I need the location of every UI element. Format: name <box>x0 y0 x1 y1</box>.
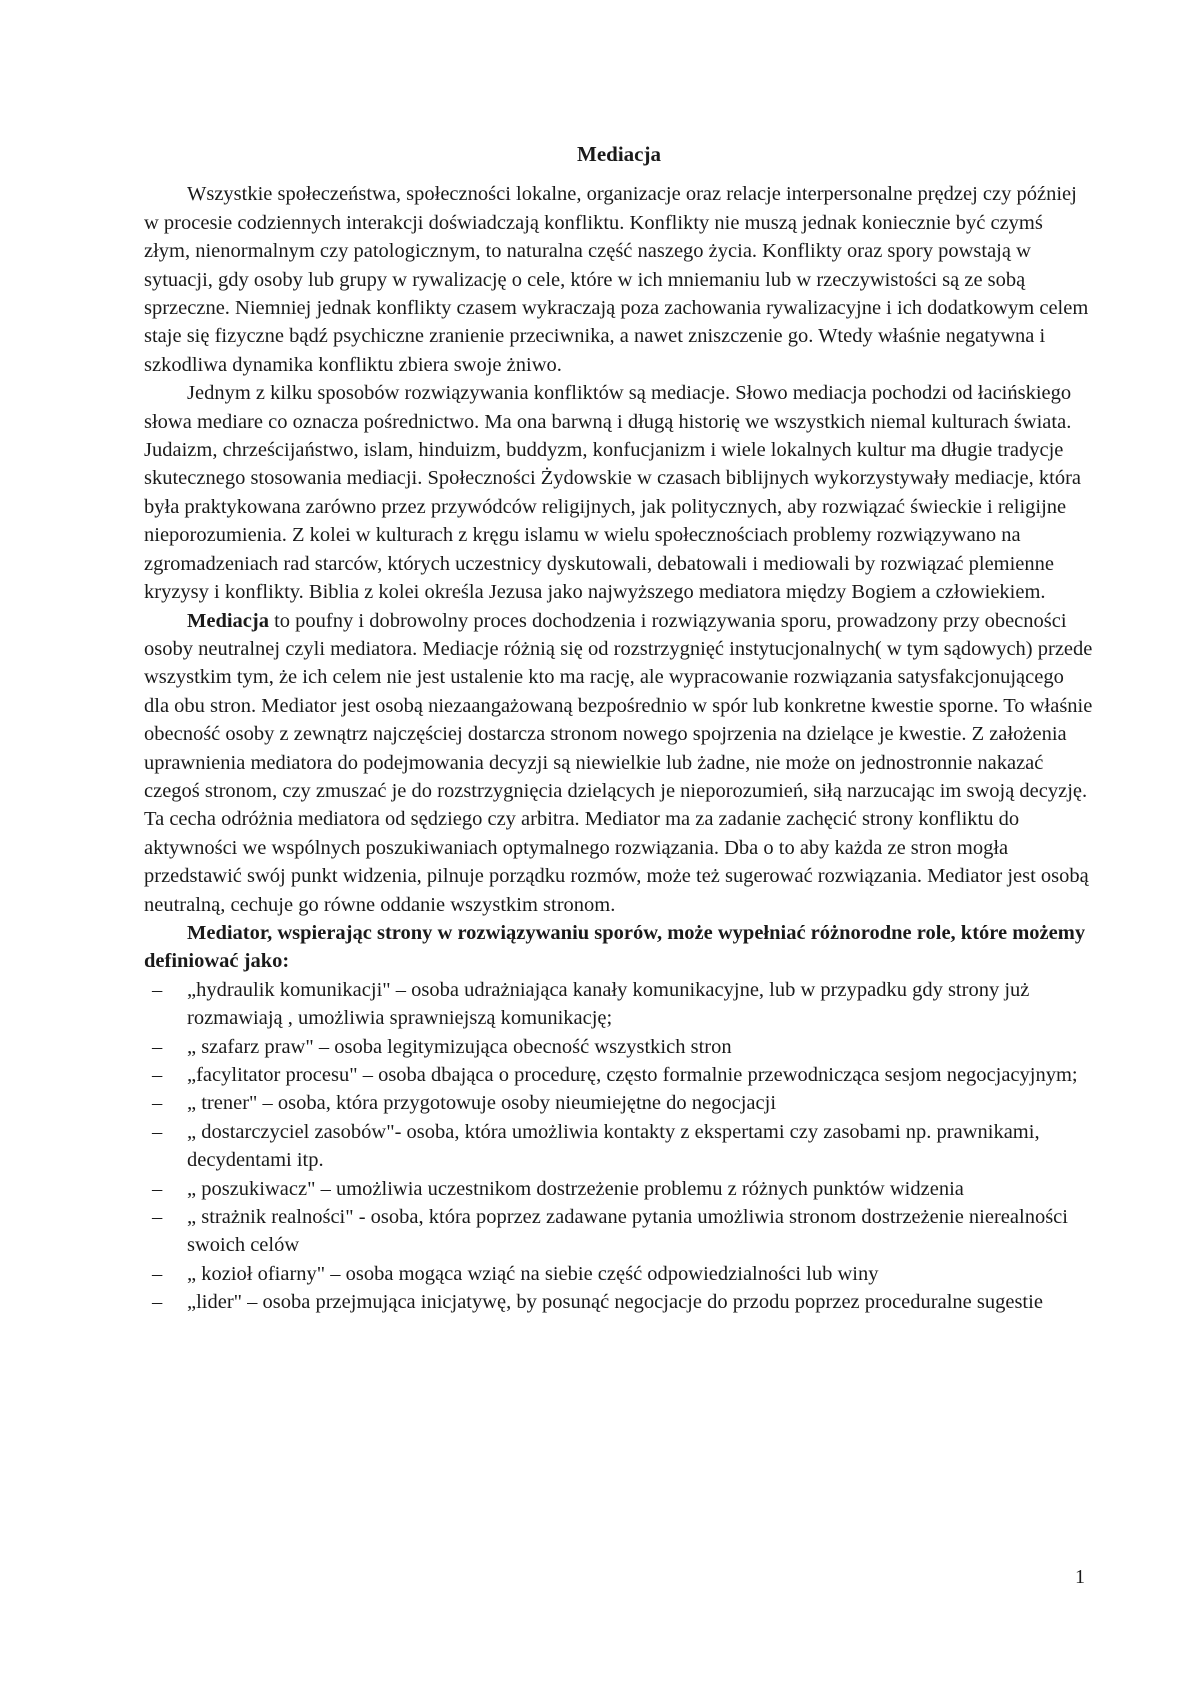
dash-bullet: – <box>152 978 163 1001</box>
list-item <box>144 1203 1094 1260</box>
role-text: „ dostarczyciel zasobów"- osoba, która umożliwia kontakty z ekspertami czy zasobami np. prawnikami, decydentami itp. <box>187 1120 1040 1172</box>
document-title: Mediacja <box>577 142 661 166</box>
paragraph-history: Jednym z kilku sposobów rozwiązywania konfliktów są mediacje. Słowo mediacja pochodzi od łacińskiego słowa mediare co oznacza pośrednictwo. Ma ona barwną i długą historię we wszystkich niemal kulturach świata. Judaizm, chrześcijaństwo, islam, hinduizm, buddyzm, konfucjanizm i wiele lokalnych kultur ma długie tradycje skutecznego stosowania mediacji. Społeczności Żydowskie w czasach biblijnych wykorzystywały mediacje, która była praktykowana zarówno przez przywódców religijnych, jak politycznych, aby rozwiązać świeckie i religijne nieporozumienia. Z kolei w kulturach z kręgu islamu w wielu społecznościach problemy rozwiązywano na zgromadzeniach rad starców, których uczestnicy dyskutowali, debatowali i mediowali by rozwiązać plemienne kryzysy i konflikty. Biblia z kolei określa Jezusa jako najwyższego mediatora między Bogiem a człowiekiem. <box>144 382 1082 604</box>
list-item <box>144 1033 1094 1061</box>
role-text: „ trener" – osoba, która przygotowuje osoby nieumiejętne do negocjacji <box>187 1092 777 1115</box>
definition-text: to poufny i dobrowolny proces dochodzenia i rozwiązywania sporu, prowadzony przy obecności osoby neutralnej czyli mediatora. Mediacje różnią się od rozstrzygnięć instytucjonalnych( w tym sądowych) przede wszystkim tym, że ich celem nie jest ustalenie kto ma rację, ale wypracowanie rozwiązania satysfakcjonującego dla obu stron. Mediator jest osobą niezaangażowaną bezpośrednio w spór lub konkretne kwestie sporne. To właśnie obecność osoby z zewnątrz najczęściej dostarcza stronom nowego spojrzenia na dzielące je kwestie. Z założenia uprawnienia mediatora do podejmowania decyzji są niewielkie lub żadne, nie może on jednostronnie nakazać czegoś stronom, czy zmuszać je do rozstrzygnięcia dzielących je nieporozumień, siłą narzucając im swoją decyzję. Ta cecha odróżnia mediatora od sędziego czy arbitra. Mediator ma za zadanie zachęcić strony konfliktu do aktywności we wspólnych poszukiwaniach optymalnego rozwiązania. Dba o to aby każda ze stron mogła przedstawić swój punkt widzenia, pilnuje porządku rozmów, może też sugerować rozwiązania. Mediator jest osobą neutralną, cechuje go równe oddanie wszystkim stronom. <box>144 609 1093 916</box>
list-item <box>144 1260 1094 1288</box>
role-text: „lider" – osoba przejmująca inicjatywę, by posunąć negocjacje do przodu poprzez proceduralne sugestie <box>187 1291 1043 1314</box>
dash-bullet: – <box>152 1177 163 1200</box>
dash-bullet: – <box>152 1064 163 1086</box>
dash-bullet: – <box>152 1035 163 1058</box>
dash-bullet: – <box>152 1206 163 1229</box>
dash-bullet: – <box>152 1262 163 1285</box>
roles-heading: Mediator, wspierając strony w rozwiązywaniu sporów, może wypełniać różnorodne role, które możemy definiować jako: <box>144 921 1086 973</box>
list-item <box>144 1288 1094 1316</box>
paragraph-definition <box>144 607 1094 919</box>
list-item <box>144 1175 1094 1203</box>
document-page <box>144 140 1094 1317</box>
role-text: „ strażnik realności" - osoba, która poprzez zadawane pytania umożliwia stronom dostrzeżenie nierealności swoich celów <box>187 1206 1068 1257</box>
dash-bullet: – <box>152 1291 163 1314</box>
role-text: „facylitator procesu" – osoba dbająca o procedurę, często formalnie przewodnicząca sesjom negocjacyjnym; <box>187 1064 1078 1086</box>
role-text: „ szafarz praw" – osoba legitymizująca obecność wszystkich stron <box>187 1035 732 1058</box>
dash-bullet: – <box>152 1120 163 1143</box>
role-text: „ poszukiwacz" – umożliwia uczestnikom dostrzeżenie problemu z różnych punktów widzenia <box>187 1177 964 1200</box>
list-item <box>144 1089 1094 1117</box>
list-item <box>144 976 1094 1033</box>
paragraph-intro: Wszystkie społeczeństwa, społeczności lokalne, organizacje oraz relacje interpersonalne prędzej czy później w procesie codziennych interakcji doświadczają konfliktu. Konflikty nie muszą jednak koniecznie być czymś złym, nienormalnym czy patologicznym, to naturalna część naszego życia. Konflikty oraz spory powstają w sytuacji, gdy osoby lub grupy w rywalizację o cele, które w ich mniemaniu lub w rzeczywistości są ze sobą sprzeczne. Niemniej jednak konflikty czasem wykraczają poza zachowania rywalizacyjne i ich dodatkowym celem staje się fizyczne bądź psychiczne zranienie przeciwnika, a nawet zniszczenie go. Wtedy właśnie negatywna i szkodliwa dynamika konfliktu zbiera swoje żniwo. <box>144 183 1089 376</box>
page-number: 1 <box>1075 1566 1085 1588</box>
dash-bullet: – <box>152 1092 163 1115</box>
definition-term: Mediacja <box>187 609 269 632</box>
list-item <box>144 1118 1094 1175</box>
roles-list <box>144 976 1094 1317</box>
role-text: „hydraulik komunikacji" – osoba udrażniająca kanały komunikacyjne, lub w przypadku gdy strony już rozmawiają , umożliwia sprawniejszą komunikację; <box>187 978 1030 1030</box>
role-text: „ kozioł ofiarny" – osoba mogąca wziąć na siebie część odpowiedzialności lub winy <box>187 1262 879 1285</box>
list-item <box>144 1061 1094 1089</box>
